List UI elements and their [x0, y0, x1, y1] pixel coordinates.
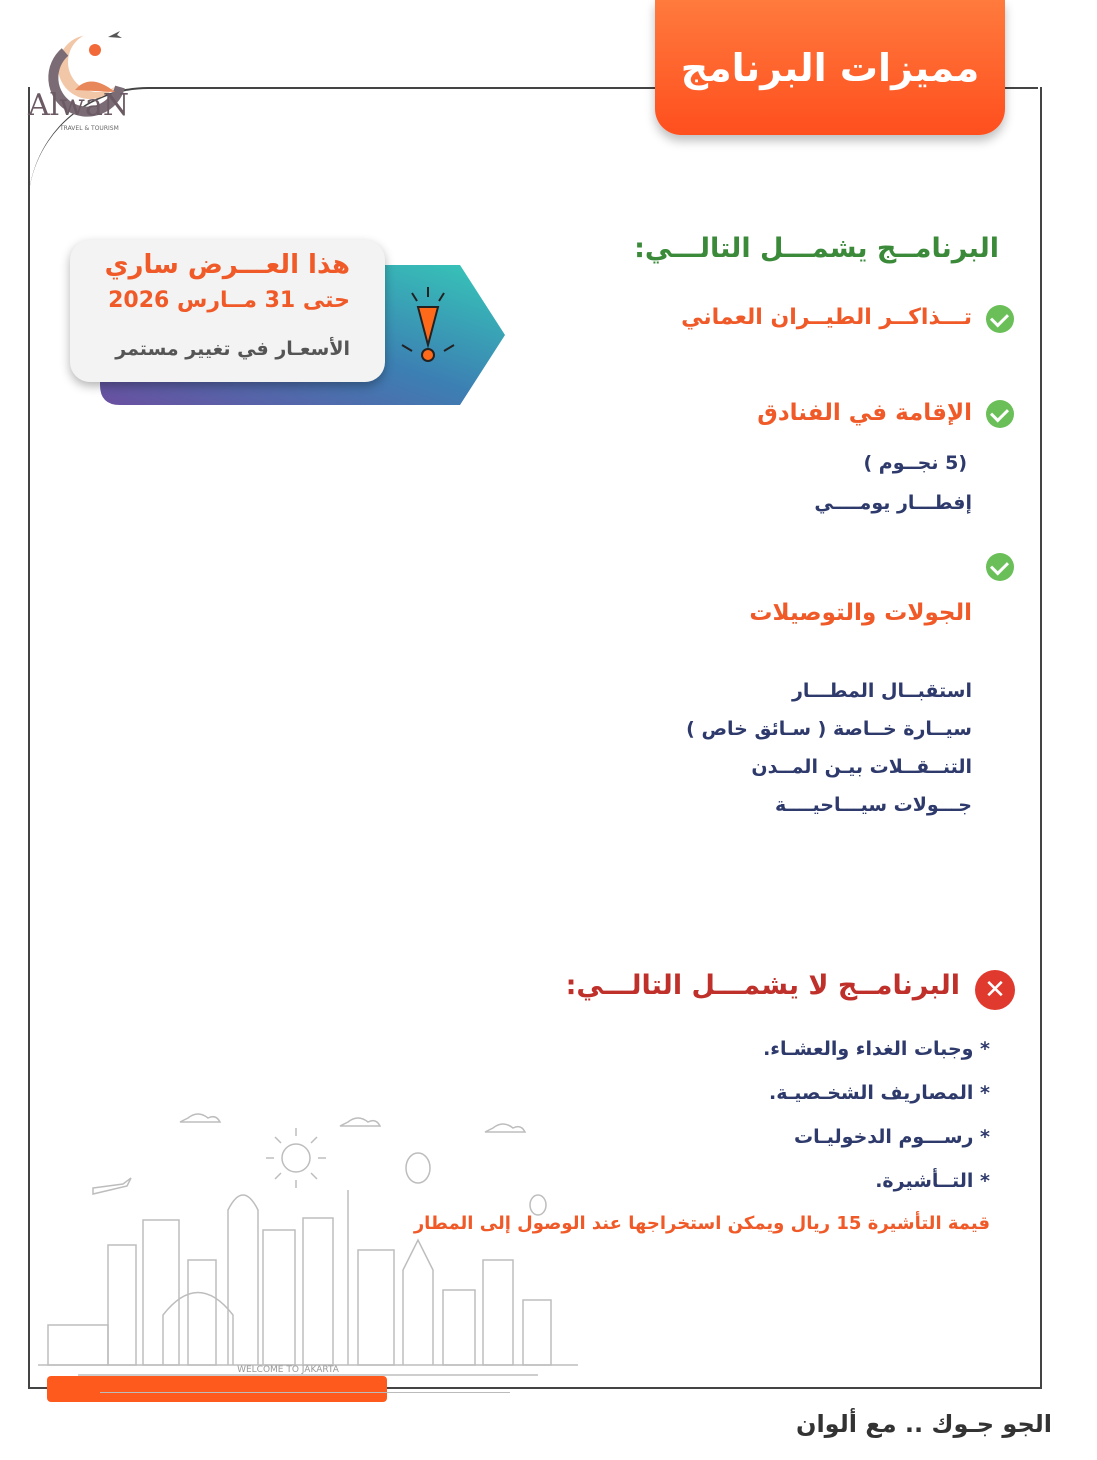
- balloon-icon: [406, 1153, 430, 1183]
- skyline-caption: WELCOME TO JAKARTA: [237, 1365, 339, 1375]
- exclude-item: * المصاريف الشخـصيـة.: [769, 1082, 990, 1104]
- tours-heading: الجولات والتوصيلات: [749, 600, 972, 626]
- logo-subtitle: TRAVEL & TOURISM: [60, 125, 119, 132]
- check-icon: [986, 553, 1014, 581]
- exclude-item: * وجبات الغداء والعشـاء.: [763, 1038, 990, 1060]
- visa-note: قيمة التأشيرة 15 ريال ويمكن استخراجها عند الوصول إلى المطار: [413, 1213, 990, 1234]
- offer-card: [70, 240, 385, 382]
- include-hotel: الإقامة في الفنادق: [757, 400, 972, 426]
- include-flight: تـــذاكــر الطيــران العماني: [681, 305, 972, 330]
- sun-rays-icon: [266, 1128, 326, 1188]
- logo-wordmark: AlwaN: [28, 88, 130, 123]
- jakarta-skyline-illustration: [38, 1100, 578, 1380]
- check-icon: [986, 400, 1014, 428]
- check-icon: [986, 305, 1014, 333]
- includes-heading: البرنامــج يشمـــل التالـــي:: [634, 233, 999, 264]
- airplane-icon: [93, 1178, 131, 1194]
- exclude-item: * رســـوم الدخوليـات: [794, 1126, 990, 1148]
- offer-line-2: حتى 31 مــارس 2026: [108, 288, 350, 313]
- footer-divider: [100, 1392, 510, 1393]
- excludes-heading: البرنامــج لا يشمـــل التالـــي:: [565, 970, 960, 1001]
- offer-line-1: هذا العـــرض ساري: [104, 250, 350, 280]
- tour-item: استقبــال المطـــار: [791, 680, 972, 702]
- x-mark-icon: ✕: [975, 970, 1015, 1010]
- balloon-icon: [530, 1195, 546, 1215]
- footer-accent-bar: [47, 1376, 387, 1402]
- hotel-stars: (5 نجــوم ): [863, 452, 967, 474]
- tour-item: التنــقــلات بيـن المــدن: [751, 756, 972, 778]
- exclude-item: * التــأشيرة.: [875, 1170, 990, 1192]
- tour-item: جـــولات سيـــاحيــــة: [775, 794, 972, 816]
- footer-slogan: الجو جـوك .. مع ألوان: [795, 1410, 1052, 1438]
- page-title: مميزات البرنامج: [680, 45, 980, 90]
- tour-item: سيــارة خــاصة ( سـائق خاص ): [686, 718, 972, 740]
- offer-line-3: الأسعـار في تغيير مستمر: [115, 338, 350, 360]
- title-tab: [655, 0, 1005, 135]
- hotel-breakfast: إفطـــار يومــــي: [814, 492, 972, 514]
